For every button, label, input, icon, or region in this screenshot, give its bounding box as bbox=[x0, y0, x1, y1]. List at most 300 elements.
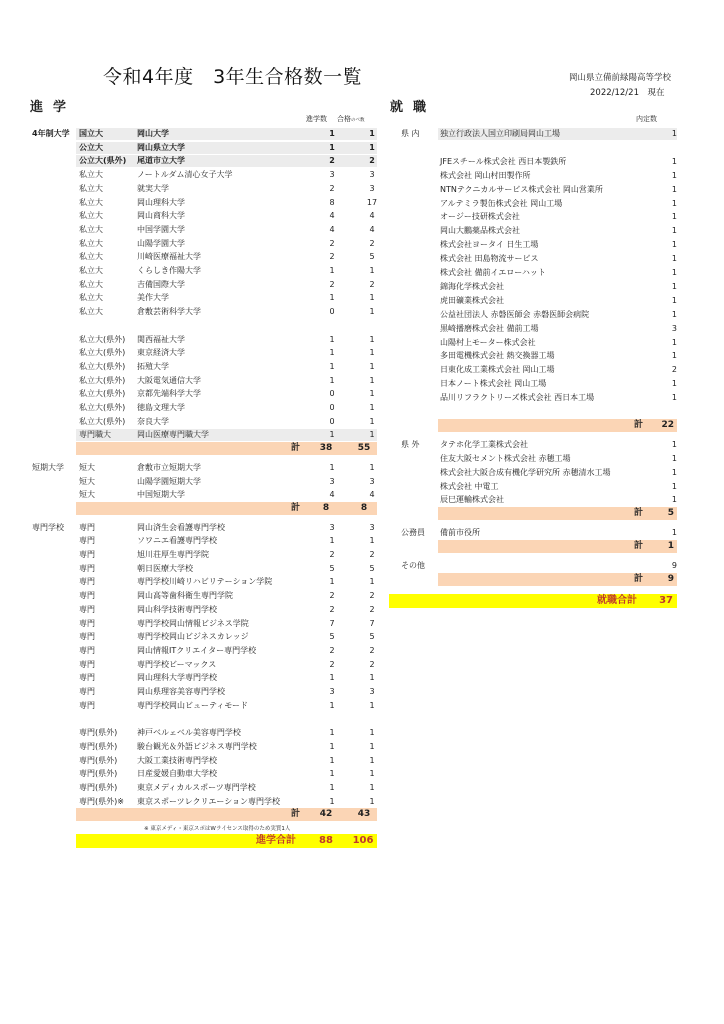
pass-count: 1 bbox=[369, 462, 375, 472]
advancement-row bbox=[32, 767, 377, 780]
enroll-count: 1 bbox=[329, 796, 335, 806]
school-name: 専門学校川崎リハビリテーション学院 bbox=[137, 577, 273, 587]
enroll-count: 1 bbox=[329, 348, 335, 358]
pass-count: 1 bbox=[369, 375, 375, 385]
school-type: 専門(県外) bbox=[79, 769, 118, 779]
pass-count: 2 bbox=[369, 659, 375, 669]
offer-count: 1 bbox=[671, 393, 677, 403]
school-type: 私立大 bbox=[79, 197, 103, 207]
school-name: 東京経済大学 bbox=[137, 348, 185, 358]
region-label: 公務員 bbox=[401, 528, 425, 538]
company-name: オージー技研株式会社 bbox=[440, 212, 520, 222]
employment-row bbox=[401, 322, 677, 335]
employment-row bbox=[401, 127, 677, 140]
pass-count: 3 bbox=[369, 687, 375, 696]
offer-count: 3 bbox=[671, 323, 677, 333]
school-type: 専門 bbox=[79, 522, 95, 532]
advancement-row bbox=[32, 562, 377, 575]
school-name: 岡山理科大学 bbox=[137, 197, 185, 207]
pass-column-label: 合格 bbox=[337, 115, 351, 123]
pass-count: 17 bbox=[366, 197, 378, 207]
enroll-count: 3 bbox=[329, 522, 335, 532]
pass-count: 1 bbox=[369, 389, 375, 399]
pass-count: 1 bbox=[369, 266, 375, 275]
pass-count: 3 bbox=[369, 170, 375, 180]
school-name: 京都先端科学大学 bbox=[137, 389, 201, 399]
employment-row bbox=[401, 308, 677, 321]
school-type: 私立大 bbox=[79, 279, 103, 289]
school-type: 短大 bbox=[79, 476, 95, 486]
subtotal-count: 5 bbox=[667, 508, 674, 519]
advancement-row bbox=[32, 781, 377, 794]
enroll-count: 2 bbox=[329, 591, 335, 601]
offer-count: 1 bbox=[671, 439, 677, 449]
subtotal-count: 9 bbox=[667, 573, 674, 584]
offer-count: 1 bbox=[671, 309, 677, 319]
pass-count: 2 bbox=[369, 238, 375, 248]
enroll-count: 5 bbox=[329, 563, 335, 573]
pass-count: 1 bbox=[369, 416, 375, 426]
offer-count: 2 bbox=[671, 365, 677, 375]
pass-count: 2 bbox=[369, 604, 375, 614]
school-type: 専門 bbox=[79, 645, 95, 655]
advancement-row bbox=[32, 488, 377, 501]
subtotal-row bbox=[76, 442, 377, 455]
advancement-row bbox=[32, 127, 377, 140]
enroll-count: 1 bbox=[329, 375, 335, 385]
school-name: 岡山高等歯科衛生専門学院 bbox=[137, 591, 233, 601]
enroll-count: 1 bbox=[329, 700, 335, 710]
enroll-count: 2 bbox=[329, 550, 335, 559]
footnote: ※ 東京メディ・東京スポはWライセンス取得のため実質1人 bbox=[144, 826, 291, 832]
subtotal-label: 計 bbox=[291, 809, 301, 820]
school-name: 専門学校ビーマックス bbox=[137, 659, 217, 669]
advancement-row bbox=[32, 589, 377, 602]
offer-count: 1 bbox=[671, 295, 677, 305]
school-name: 専門学校岡山ビューティモード bbox=[137, 700, 249, 710]
pass-count: 3 bbox=[369, 522, 375, 532]
advancement-row bbox=[32, 754, 377, 767]
school-name: 徳島文理大学 bbox=[137, 403, 185, 412]
employment-row bbox=[401, 377, 677, 390]
school-name: 岡山県立大学 bbox=[137, 142, 185, 152]
school-type: 私立大 bbox=[79, 170, 103, 180]
advancement-row bbox=[32, 401, 377, 414]
grand-total-pass: 106 bbox=[352, 835, 374, 846]
pass-count: 2 bbox=[369, 550, 375, 559]
advancement-row bbox=[32, 740, 377, 753]
pass-count: 5 bbox=[369, 563, 375, 573]
advancement-row bbox=[32, 387, 377, 400]
school-name: 大阪工業技術専門学校 bbox=[137, 755, 217, 765]
company-name: 日東化成工業株式会社 岡山工場 bbox=[440, 365, 555, 375]
advancement-row bbox=[32, 141, 377, 154]
pass-count: 1 bbox=[369, 673, 375, 683]
offer-count: 9 bbox=[671, 561, 677, 570]
school-name: 東京メディカルスポーツ専門学校 bbox=[137, 782, 256, 792]
advancement-row bbox=[32, 475, 377, 488]
school-name: 倉敷市立短期大学 bbox=[137, 462, 201, 472]
employment-row bbox=[401, 183, 677, 196]
grand-total-label: 進学合計 bbox=[256, 835, 296, 846]
school-type: 公立大 bbox=[79, 142, 103, 152]
enroll-count: 2 bbox=[329, 645, 335, 655]
school-name: 山陽学園大学 bbox=[137, 238, 185, 248]
school-type: 専門(県外) bbox=[79, 728, 118, 738]
employment-row bbox=[401, 559, 677, 572]
school-type: 専門 bbox=[79, 563, 95, 573]
school-type: 専門 bbox=[79, 604, 95, 614]
grand-total-label: 就職合計 bbox=[597, 594, 637, 606]
school-type: 私立大 bbox=[79, 307, 103, 317]
enroll-count: 1 bbox=[329, 334, 335, 344]
school-name: ソワニエ看護専門学校 bbox=[137, 536, 217, 546]
school-name: くらしき作陽大学 bbox=[137, 266, 201, 275]
employment-row bbox=[401, 238, 677, 251]
company-name: 株式会社 岡山村田製作所 bbox=[440, 170, 531, 180]
school-type: 私立大 bbox=[79, 183, 103, 193]
subtotal-label: 計 bbox=[634, 419, 644, 430]
advancement-row bbox=[32, 575, 377, 588]
company-name: 品川リフラクトリーズ株式会社 西日本工場 bbox=[440, 393, 595, 403]
school-type: 専門 bbox=[79, 687, 95, 696]
school-name: 日産愛媛自動車大学校 bbox=[137, 769, 217, 779]
school-name: 岡山大学 bbox=[137, 129, 169, 138]
school-type: 私立大 bbox=[79, 252, 103, 262]
offer-count: 1 bbox=[671, 528, 677, 538]
advancement-grand-total bbox=[76, 834, 377, 848]
company-name: 公益社団法人 赤磐医師会 赤磐医師会病院 bbox=[440, 309, 590, 319]
employment-heading: 就職 bbox=[390, 100, 437, 115]
enroll-count: 7 bbox=[329, 618, 335, 628]
school-name: 岡山理科大学専門学校 bbox=[137, 673, 217, 683]
school-name: 駿台観光＆外語ビジネス専門学校 bbox=[137, 741, 257, 751]
enroll-count: 1 bbox=[329, 536, 335, 546]
pass-count: 1 bbox=[369, 741, 375, 751]
school-type: 公立大(県外) bbox=[79, 156, 127, 166]
school-type: 短大 bbox=[79, 490, 95, 500]
employment-row bbox=[401, 438, 677, 451]
offer-count: 1 bbox=[671, 226, 677, 236]
school-name: 大阪電気通信大学 bbox=[137, 375, 201, 385]
pass-count: 1 bbox=[369, 334, 375, 344]
employment-row bbox=[401, 480, 677, 493]
enroll-count: 4 bbox=[329, 211, 335, 221]
company-name: アルテミラ製缶株式会社 岡山工場 bbox=[440, 198, 563, 208]
company-name: 日本ノート株式会社 岡山工場 bbox=[440, 379, 547, 389]
school-name: 拓殖大学 bbox=[137, 361, 169, 371]
subtotal-row bbox=[438, 507, 677, 520]
employment-row bbox=[401, 266, 677, 279]
school-name: 中国学園大学 bbox=[137, 224, 185, 234]
pass-count: 4 bbox=[369, 490, 375, 500]
school-type: 私立大(県外) bbox=[79, 416, 126, 426]
enroll-count: 4 bbox=[329, 224, 335, 234]
enroll-count: 1 bbox=[329, 769, 335, 779]
grand-total-count: 37 bbox=[659, 594, 673, 606]
advancement-row bbox=[32, 521, 377, 534]
pass-count: 1 bbox=[369, 577, 375, 587]
enroll-count: 2 bbox=[329, 183, 335, 193]
school-name: 山陽学園短期大学 bbox=[137, 476, 201, 486]
offer-count: 1 bbox=[671, 281, 677, 291]
page-title: 令和4年度 3年生合格数一覧 bbox=[103, 66, 363, 88]
pass-count: 1 bbox=[369, 403, 375, 412]
advancement-row bbox=[32, 154, 377, 167]
offer-count: 1 bbox=[671, 254, 677, 264]
offer-count: 1 bbox=[671, 184, 677, 194]
pass-count: 4 bbox=[369, 211, 375, 221]
advancement-row bbox=[32, 548, 377, 561]
enroll-count: 2 bbox=[329, 156, 335, 166]
school-name: 美作大学 bbox=[137, 293, 169, 303]
employment-row bbox=[401, 452, 677, 465]
subtotal-row bbox=[76, 808, 377, 821]
pass-count: 7 bbox=[369, 618, 375, 628]
enroll-count: 0 bbox=[329, 307, 335, 317]
enroll-count: 4 bbox=[329, 490, 335, 500]
subtotal-row bbox=[76, 502, 377, 515]
school-type: 専門 bbox=[79, 673, 95, 683]
company-name: 株式会社 中電工 bbox=[440, 481, 499, 491]
pass-count: 3 bbox=[369, 476, 375, 486]
offer-count: 1 bbox=[671, 337, 677, 347]
employment-row bbox=[401, 169, 677, 182]
school-name: 旭川荘厚生専門学院 bbox=[137, 550, 209, 559]
offer-count: 1 bbox=[671, 495, 677, 505]
advancement-row bbox=[32, 617, 377, 630]
advancement-row bbox=[32, 209, 377, 222]
enroll-count: 2 bbox=[329, 252, 335, 262]
offer-count: 1 bbox=[671, 453, 677, 463]
subtotal-row bbox=[438, 573, 677, 586]
company-name: 辰巳運輸株式会社 bbox=[440, 495, 504, 505]
offer-count: 1 bbox=[671, 240, 677, 250]
school-name: 東京スポーツレクリエーション専門学校 bbox=[137, 796, 281, 806]
offer-count: 1 bbox=[671, 212, 677, 222]
school-name: 尾道市立大学 bbox=[137, 156, 185, 166]
school-type: 専門(県外) bbox=[79, 741, 118, 751]
subtotal-label: 計 bbox=[291, 443, 301, 454]
company-name: 虎田礦業株式会社 bbox=[440, 295, 504, 305]
enroll-count: 1 bbox=[329, 293, 335, 303]
category-label: 4年制大学 bbox=[32, 129, 70, 138]
school-type: 私立大 bbox=[79, 238, 103, 248]
employment-row bbox=[401, 155, 677, 168]
pass-column-header bbox=[337, 114, 365, 124]
enroll-count: 3 bbox=[329, 476, 335, 486]
offer-count: 1 bbox=[671, 268, 677, 277]
offer-count: 1 bbox=[671, 156, 677, 166]
school-name: 就実大学 bbox=[137, 183, 169, 193]
school-name: 岡山県立備前緑陽高等学校 bbox=[569, 73, 672, 83]
enroll-count: 2 bbox=[329, 604, 335, 614]
offer-count: 1 bbox=[671, 129, 677, 138]
pass-count: 1 bbox=[369, 142, 375, 152]
employment-row bbox=[401, 493, 677, 506]
pass-count: 5 bbox=[369, 632, 375, 642]
pass-count: 3 bbox=[369, 183, 375, 193]
enroll-count: 8 bbox=[329, 197, 335, 207]
school-name: 専門学校岡山情報ビジネス学院 bbox=[137, 618, 249, 628]
employment-row bbox=[401, 363, 677, 376]
pass-column-note: のべ数 bbox=[351, 118, 365, 123]
enroll-count: 1 bbox=[329, 577, 335, 587]
advancement-row bbox=[32, 305, 377, 318]
company-name: 株式会社ヨータイ 日生工場 bbox=[440, 240, 539, 250]
pass-count: 5 bbox=[369, 252, 375, 262]
advancement-row bbox=[32, 360, 377, 373]
company-name: 株式会社 備前イエローハット bbox=[440, 268, 546, 277]
enroll-count: 1 bbox=[329, 361, 335, 371]
region-label: その他 bbox=[401, 561, 425, 570]
advancement-row bbox=[32, 603, 377, 616]
subtotal-label: 計 bbox=[634, 541, 644, 552]
school-type: 短大 bbox=[79, 462, 95, 472]
school-type: 私立大 bbox=[79, 211, 103, 221]
company-name: 山陽村上モーター株式会社 bbox=[440, 337, 536, 347]
school-type: 専門 bbox=[79, 618, 95, 628]
advancement-row bbox=[32, 630, 377, 643]
school-type: 専門 bbox=[79, 550, 95, 559]
school-name: 倉敷芸術科学大学 bbox=[137, 307, 201, 317]
school-type: 専門 bbox=[79, 659, 95, 669]
employment-row bbox=[401, 224, 677, 237]
school-type: 専門 bbox=[79, 632, 95, 642]
advancement-row bbox=[32, 795, 377, 808]
advancement-row bbox=[32, 534, 377, 547]
advancement-row bbox=[32, 264, 377, 277]
school-type: 専門(県外) bbox=[79, 782, 118, 792]
enroll-count: 1 bbox=[329, 430, 335, 440]
subtotal-label: 計 bbox=[634, 508, 644, 519]
advancement-row bbox=[32, 237, 377, 250]
pass-count: 1 bbox=[369, 755, 375, 765]
enroll-count: 1 bbox=[329, 673, 335, 683]
advancement-row bbox=[32, 278, 377, 291]
pass-count: 2 bbox=[369, 591, 375, 601]
advancement-row bbox=[32, 182, 377, 195]
advancement-row bbox=[32, 461, 377, 474]
school-type: 私立大(県外) bbox=[79, 375, 126, 385]
advancement-row bbox=[32, 658, 377, 671]
school-name: 川崎医療福祉大学 bbox=[137, 252, 201, 262]
enroll-count: 2 bbox=[329, 238, 335, 248]
subtotal-row bbox=[438, 540, 677, 553]
school-name: 朝日医療大学校 bbox=[137, 563, 193, 573]
enroll-count: 0 bbox=[329, 403, 335, 412]
school-name: 吉備国際大学 bbox=[137, 279, 185, 289]
enroll-count: 1 bbox=[329, 728, 335, 738]
as-of-date: 2022/12/21 現在 bbox=[590, 88, 665, 98]
company-name: NTNテクニカルサービス株式会社 岡山営業所 bbox=[440, 184, 603, 194]
employment-row bbox=[401, 391, 677, 404]
pass-count: 2 bbox=[369, 645, 375, 655]
pass-count: 1 bbox=[369, 700, 375, 710]
subtotal-enroll: 8 bbox=[322, 502, 330, 513]
region-label: 県 内 bbox=[401, 129, 420, 138]
school-type: 私立大 bbox=[79, 293, 103, 303]
employment-row bbox=[401, 210, 677, 223]
category-label: 短期大学 bbox=[32, 462, 64, 472]
school-type: 私立大(県外) bbox=[79, 389, 126, 399]
advancement-row bbox=[32, 699, 377, 712]
advancement-row bbox=[32, 671, 377, 684]
enroll-count: 0 bbox=[329, 389, 335, 399]
company-name: 錦海化学株式会社 bbox=[440, 281, 504, 291]
school-type: 私立大 bbox=[79, 266, 103, 275]
employment-row bbox=[401, 466, 677, 479]
pass-count: 1 bbox=[369, 430, 375, 440]
pass-count: 1 bbox=[369, 728, 375, 738]
subtotal-pass: 43 bbox=[357, 809, 371, 820]
offer-count: 1 bbox=[671, 170, 677, 180]
subtotal-row bbox=[438, 419, 677, 432]
pass-count: 1 bbox=[369, 796, 375, 806]
pass-count: 1 bbox=[369, 769, 375, 779]
employment-row bbox=[401, 252, 677, 265]
pass-count: 1 bbox=[369, 307, 375, 317]
employment-row bbox=[401, 280, 677, 293]
advancement-row bbox=[32, 333, 377, 346]
enroll-count: 1 bbox=[329, 782, 335, 792]
employment-row bbox=[401, 526, 677, 539]
school-type: 専門(県外) bbox=[79, 755, 118, 765]
subtotal-label: 計 bbox=[634, 573, 644, 584]
company-name: 黒崎播磨株式会社 備前工場 bbox=[440, 323, 539, 333]
advancement-row bbox=[32, 374, 377, 387]
school-name: 岡山科学技術専門学校 bbox=[137, 604, 217, 614]
grand-total-enroll: 88 bbox=[319, 835, 333, 846]
pass-count: 1 bbox=[369, 782, 375, 792]
company-name: タテホ化学工業株式会社 bbox=[440, 439, 528, 449]
offers-column-header: 内定数 bbox=[636, 115, 657, 123]
category-label: 専門学校 bbox=[32, 522, 64, 532]
advancement-row bbox=[32, 644, 377, 657]
school-type: 国立大 bbox=[79, 129, 103, 138]
advancement-row bbox=[32, 250, 377, 263]
school-type: 専門 bbox=[79, 700, 95, 710]
offer-count: 1 bbox=[671, 379, 677, 389]
company-name: 住友大阪セメント株式会社 赤穂工場 bbox=[440, 453, 571, 463]
region-label: 県 外 bbox=[401, 439, 420, 449]
pass-count: 2 bbox=[369, 156, 375, 166]
company-name: 独立行政法人国立印刷局岡山工場 bbox=[440, 129, 560, 138]
offer-count: 1 bbox=[671, 481, 677, 491]
company-name: 株式会社 田島物流サービス bbox=[440, 254, 539, 264]
enroll-count: 0 bbox=[329, 416, 335, 426]
advancement-row bbox=[32, 223, 377, 236]
advancement-row bbox=[32, 415, 377, 428]
school-name: 専門学校岡山ビジネスカレッジ bbox=[137, 632, 249, 642]
enroll-count: 1 bbox=[329, 142, 335, 152]
school-type: 専門(県外)※ bbox=[79, 796, 124, 806]
pass-count: 2 bbox=[369, 279, 375, 289]
school-name: ノートルダム清心女子大学 bbox=[137, 170, 233, 180]
enroll-count: 5 bbox=[329, 632, 335, 642]
advancement-row bbox=[32, 726, 377, 739]
offer-count: 1 bbox=[671, 467, 677, 477]
enroll-count: 2 bbox=[329, 279, 335, 289]
pass-count: 1 bbox=[369, 348, 375, 358]
school-type: 私立大(県外) bbox=[79, 361, 126, 371]
school-name: 奈良大学 bbox=[137, 416, 169, 426]
school-name: 岡山情報ITクリエイター専門学校 bbox=[137, 645, 257, 655]
offer-count: 1 bbox=[671, 351, 677, 361]
school-type: 私立大(県外) bbox=[79, 348, 126, 358]
employment-grand-total bbox=[389, 594, 677, 608]
school-type: 専門 bbox=[79, 536, 95, 546]
